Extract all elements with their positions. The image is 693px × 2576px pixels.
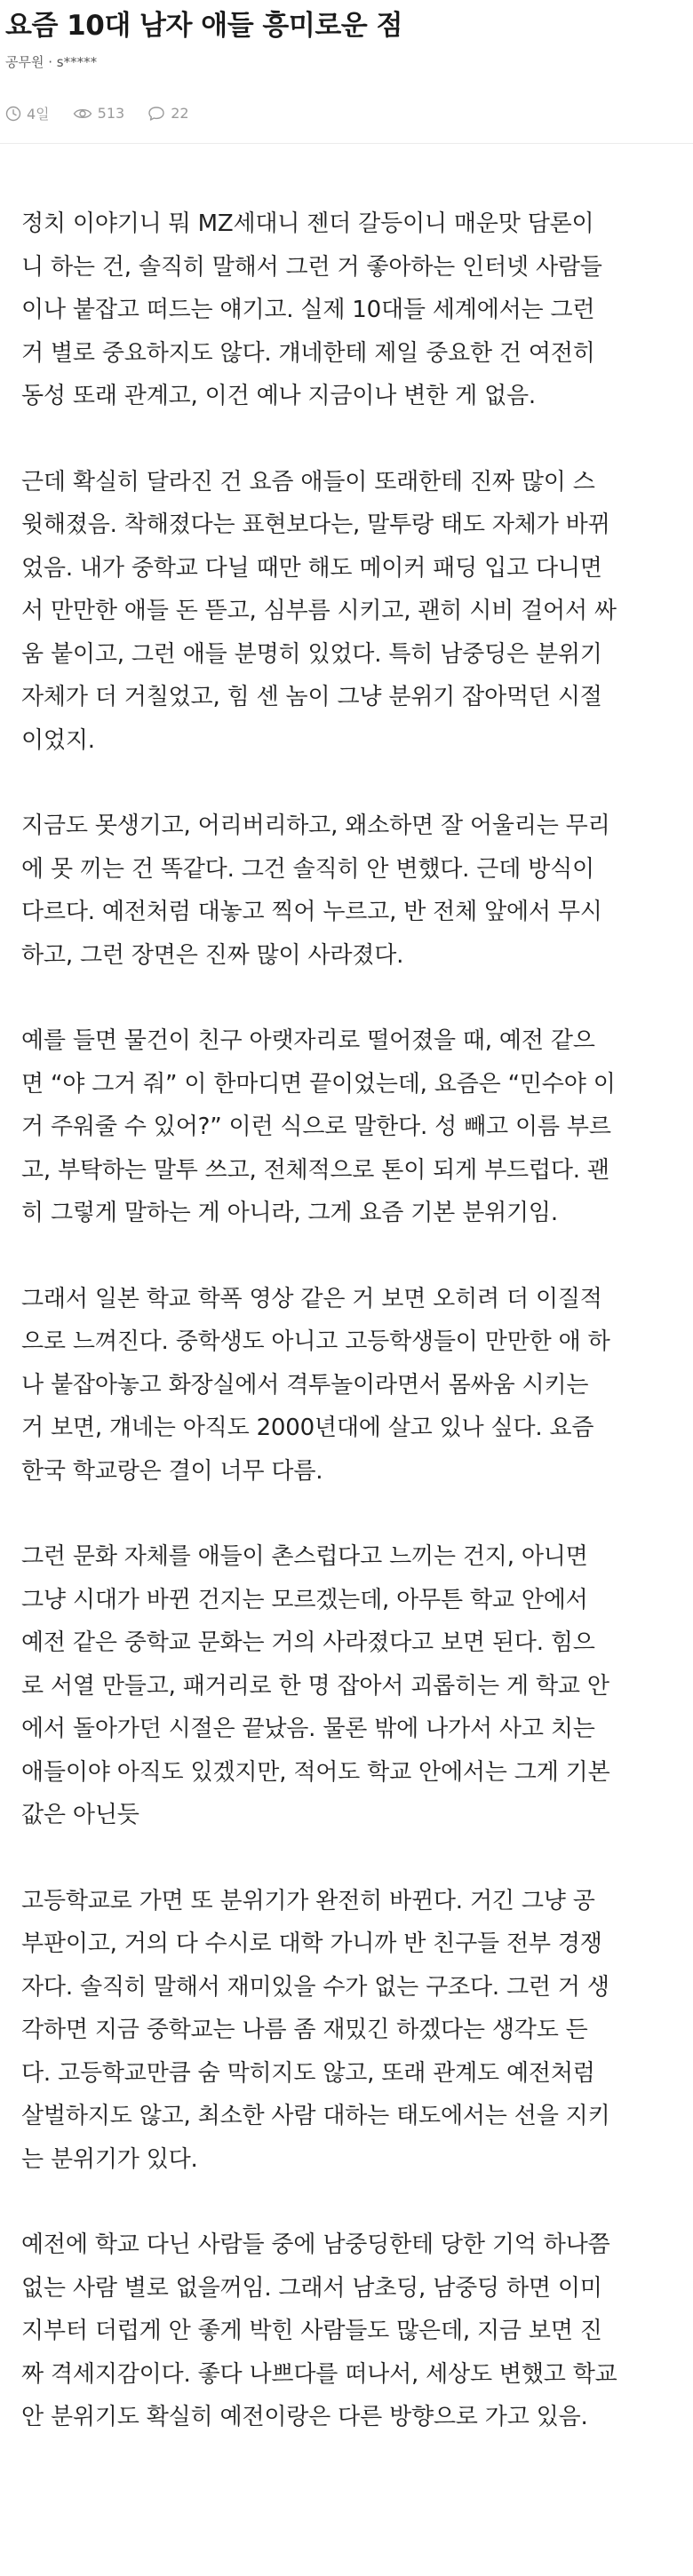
- paragraph-line: 지부터 더럽게 안 좋게 박힌 사람들도 많은데, 지금 보면 진: [21, 2318, 602, 2344]
- paragraph-line: 거 별로 중요하지도 않다. 걔네한테 제일 중요한 건 여전히: [21, 339, 595, 367]
- paragraph-line: 애들이야 아직도 있겠지만, 적어도 학교 안에서는 그게 기본: [21, 1758, 610, 1786]
- paragraph-line: 윗해졌음. 착해졌다는 표현보다는, 말투랑 태도 자체가 바뀌: [21, 511, 610, 538]
- paragraph-line: 히 그렇게 말하는 게 아니라, 그게 요즘 기본 분위기임.: [21, 1200, 558, 1226]
- paragraph-line: 에서 돌아가던 시절은 끝났음. 물론 밖에 나가서 사고 치는: [21, 1716, 595, 1742]
- body-paragraph: [21, 1019, 693, 1235]
- paragraph-line: 그래서 일본 학교 학폭 영상 같은 거 보면 오히려 더 이질적: [21, 1285, 602, 1312]
- views-value: 513: [97, 105, 125, 122]
- paragraph-line: 다르다. 예전처럼 대놓고 찍어 누르고, 반 전체 앞에서 무시: [21, 899, 602, 925]
- paragraph-line: 값은 아닌듯: [21, 1802, 139, 1828]
- body-paragraph: [21, 1880, 693, 2182]
- time-stat: [5, 103, 50, 123]
- paragraph-line: 짜 격세지감이다. 좋다 나쁘다를 떠나서, 세상도 변했고 학교: [21, 2360, 617, 2388]
- post-header: [0, 0, 693, 123]
- paragraph-line: 각하면 지금 중학교는 나름 좀 재밌긴 하겠다는 생각도 든: [21, 2017, 588, 2043]
- paragraph-line: 거 보면, 걔네는 아직도 2000년대에 살고 있나 싶다. 요즘: [21, 1415, 594, 1441]
- paragraph-line: 자다. 솔직히 말해서 재미있을 수가 없는 구조다. 그런 거 생: [21, 1973, 609, 2001]
- paragraph-line: 는 분위기가 있다.: [21, 2145, 198, 2173]
- paragraph-line: 고, 부탁하는 말투 쓰고, 전체적으로 톤이 되게 부드럽다. 괜: [21, 1156, 609, 1184]
- paragraph-line: 동성 또래 관계고, 이건 예나 지금이나 변한 게 없음.: [21, 383, 536, 409]
- paragraph-line: 으로 느껴진다. 중학생도 아니고 고등학생들이 만만한 애 하: [21, 1328, 610, 1355]
- paragraph-line: 그런 문화 자체를 애들이 촌스럽다고 느끼는 건지, 아니면: [21, 1543, 588, 1570]
- post-stats: [5, 103, 693, 123]
- paragraph-line: 근데 확실히 달라진 건 요즘 애들이 또래한테 진짜 많이 스: [21, 468, 595, 495]
- comments-stat[interactable]: [147, 105, 188, 122]
- body-paragraph: [21, 1535, 693, 1837]
- paragraph-line: 부판이고, 거의 다 수시로 대학 가니까 반 친구들 전부 경쟁: [21, 1930, 602, 1957]
- body-paragraph: [21, 2223, 693, 2439]
- eye-icon: [73, 107, 92, 121]
- paragraph-line: 정치 이야기니 뭐 MZ세대니 젠더 갈등이니 매운맛 담론이: [21, 210, 594, 237]
- paragraph-line: 하고, 그런 장면은 진짜 많이 사라졌다.: [21, 941, 404, 969]
- comment-icon: [147, 106, 165, 122]
- paragraph-line: 다. 고등학교만큼 숨 막히지도 않고, 또래 관계도 예전처럼: [21, 2059, 595, 2087]
- comments-value: 22: [171, 105, 189, 122]
- paragraph-line: 없는 사람 별로 없을꺼임. 그래서 남초딩, 남중딩 하면 이미: [21, 2274, 602, 2302]
- body-paragraph: [21, 202, 693, 418]
- paragraph-line: 었음. 내가 중학교 다닐 때만 해도 메이커 패딩 입고 다니면: [21, 554, 602, 582]
- paragraph-line: 안 분위기도 확실히 예전이랑은 다른 방향으로 가고 있음.: [21, 2404, 588, 2430]
- post-author[interactable]: 공무원 · s*****: [5, 54, 98, 70]
- views-stat: [73, 105, 125, 122]
- paragraph-line: 면 “야 그거 줘” 이 한마디면 끝이었는데, 요즘은 “민수야 이: [21, 1070, 616, 1098]
- paragraph-line: 에 못 끼는 건 똑같다. 그건 솔직히 안 변했다. 근데 방식이: [21, 855, 594, 883]
- clock-icon: [5, 106, 21, 122]
- paragraph-line: 예를 들면 물건이 친구 아랫자리로 떨어졌을 때, 예전 같으: [21, 1027, 595, 1054]
- paragraph-line: 서 만만한 애들 돈 뜯고, 심부름 시키고, 괜히 시비 걸어서 싸: [21, 598, 617, 624]
- paragraph-line: 살벌하지도 않고, 최소한 사람 대하는 태도에서는 선을 지키: [21, 2103, 610, 2129]
- paragraph-line: 거 주워줄 수 있어?” 이런 식으로 말한다. 성 빼고 이름 부르: [21, 1114, 611, 1140]
- body-paragraph: [21, 1278, 693, 1494]
- paragraph-line: 그냥 시대가 바뀐 건지는 모르겠는데, 아무튼 학교 안에서: [21, 1586, 588, 1613]
- paragraph-line: 이었지.: [21, 726, 95, 754]
- body-paragraph: [21, 461, 693, 763]
- paragraph-line: 예전에 학교 다닌 사람들 중에 남중딩한테 당한 기억 하나쯤: [21, 2231, 610, 2258]
- time-value: 4일: [27, 106, 50, 123]
- paragraph-line: 이나 붙잡고 떠드는 얘기고. 실제 10대들 세계에서는 그런: [21, 297, 595, 323]
- paragraph-line: 한국 학교랑은 결이 너무 다름.: [21, 1457, 323, 1485]
- post-title: 요즘 10대 남자 애들 흥미로운 점: [5, 10, 402, 42]
- body-paragraph: [21, 805, 693, 977]
- paragraph-line: 지금도 못생기고, 어리버리하고, 왜소하면 잘 어울리는 무리: [21, 812, 610, 839]
- paragraph-line: 나 붙잡아놓고 화장실에서 격투놀이라면서 몸싸움 시키는: [21, 1371, 589, 1399]
- post-body: [0, 202, 693, 2439]
- paragraph-line: 로 서열 만들고, 패거리로 한 명 잡아서 괴롭히는 게 학교 안: [21, 1672, 609, 1700]
- paragraph-line: 고등학교로 가면 또 분위기가 완전히 바뀐다. 거긴 그냥 공: [21, 1887, 595, 1914]
- paragraph-line: 니 하는 건, 솔직히 말해서 그런 거 좋아하는 인터넷 사람들: [21, 253, 602, 281]
- paragraph-line: 움 붙이고, 그런 애들 분명히 있었다. 특히 남중딩은 분위기: [21, 640, 602, 668]
- paragraph-line: 자체가 더 거칠었고, 힘 센 놈이 그냥 분위기 잡아먹던 시절: [21, 684, 602, 710]
- header-divider: [0, 143, 693, 144]
- paragraph-line: 예전 같은 중학교 문화는 거의 사라졌다고 보면 된다. 힘으: [21, 1629, 595, 1656]
